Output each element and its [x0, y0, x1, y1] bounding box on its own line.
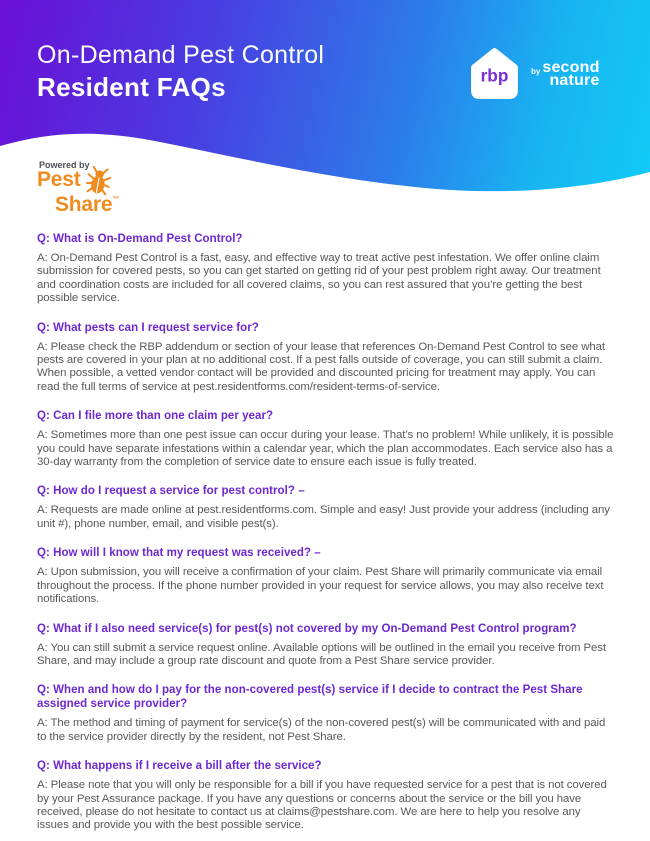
faq-item [37, 622, 614, 669]
faq-question: Q: What is On-Demand Pest Control? [37, 233, 243, 245]
faq-answer: A: Requests are made online at pest.residentforms.com. Simple and easy! Just provide your address (including any unit #), phone number, email, and visible pest(s). [37, 504, 610, 530]
pest-share-logo [37, 160, 147, 216]
by-label: by [531, 66, 541, 76]
faq-answer: A: You can still submit a service request online. Available options will be outlined in the email you receive from Pest Share, and may include a group rate discount and quote from a Pest Share service provider. [37, 641, 606, 667]
faq-item [37, 683, 614, 744]
header-titles [37, 40, 324, 105]
faq-answer: A: The method and timing of payment for service(s) of the non-covered pest(s) will be communicated with and paid to the service provider directly by the resident, not Pest Share. [37, 717, 606, 743]
trademark-symbol: ™ [112, 196, 120, 203]
page-subtitle: Resident FAQs [37, 72, 226, 102]
second-nature-line1: second [542, 58, 600, 76]
faq-question: Q: Can I file more than one claim per year? [37, 410, 274, 423]
pest-share-word-pest: Pest [37, 168, 81, 191]
faq-answer: A: On-Demand Pest Control is a fast, easy, and effective way to treat active pest infestation. We offer online claim submission for covered pests, so you can get started on getting rid of your pest problem right away. Our treatment and coordination costs are included for all covered claims, so you can rest assured that you’re getting the best possible service. [37, 252, 601, 305]
faq-item [37, 484, 614, 531]
faq-item [37, 546, 614, 606]
faq-item [37, 232, 614, 306]
faq-question: Q: When and how do I pay for the non-covered pest(s) service if I decide to contract the Pest Share assigned service provider? [37, 684, 583, 711]
rbp-second-nature-logo [466, 45, 600, 102]
page-title: On-Demand Pest Control [37, 41, 325, 69]
rbp-logo-text: rbp [480, 65, 509, 86]
faq-item [37, 409, 614, 469]
faq-answer: A: Please check the RBP addendum or section of your lease that references On-Demand Pest Control to see what pests are covered in your plan at no additional cost. If a pest falls outside of coverage, you can still submit a claim. When possible, a vetted vendor contact will be provided and discounted pricing for treatment may apply. You can read the full terms of service at pest.residentforms.com/resident-terms-of-service. [37, 340, 605, 393]
faq-list [0, 212, 650, 833]
faq-question: Q: How do I request a service for pest control? – [37, 485, 305, 498]
second-nature-line2: nature [549, 71, 600, 89]
faq-question: Q: How will I know that my request was received? – [37, 547, 321, 560]
powered-by-label: Powered by [39, 160, 90, 170]
rbp-house-icon [466, 45, 523, 102]
faq-answer: A: Please note that you will only be responsible for a bill if you have requested service for a pest that is not covered by your Pest Assurance package. If you have any questions or concerns about the service or the bill you have received, please do not hesitate to contact us at claims@pestshare.com. We are here to help you resolve any issues and provide you with the best possible service. [37, 779, 607, 832]
faq-question: Q: What if I also need service(s) for pest(s) not covered by my On-Demand Pest Control program? [37, 622, 577, 635]
faq-question: Q: What pests can I request service for? [37, 321, 259, 334]
faq-question: Q: What happens if I receive a bill after the service? [37, 760, 322, 773]
second-nature-wordmark [531, 58, 600, 89]
faq-item [37, 759, 614, 833]
bug-icon [83, 163, 113, 199]
faq-answer: A: Sometimes more than one pest issue can occur during your lease. That’s no problem! While unlikely, it is possible you could have separate infestations within a calendar year, which the plan accommodates. Each service also has a 30-day warranty from the completion of service date to ensure each issue is fully treated. [37, 429, 614, 469]
faq-answer: A: Upon submission, you will receive a confirmation of your claim. Pest Share will primarily communicate via email throughout the process. If the phone number provided in your request for service allows, you may also receive text notifications. [37, 566, 604, 606]
pest-share-word-share: Share [55, 193, 113, 216]
faq-item [37, 321, 614, 395]
